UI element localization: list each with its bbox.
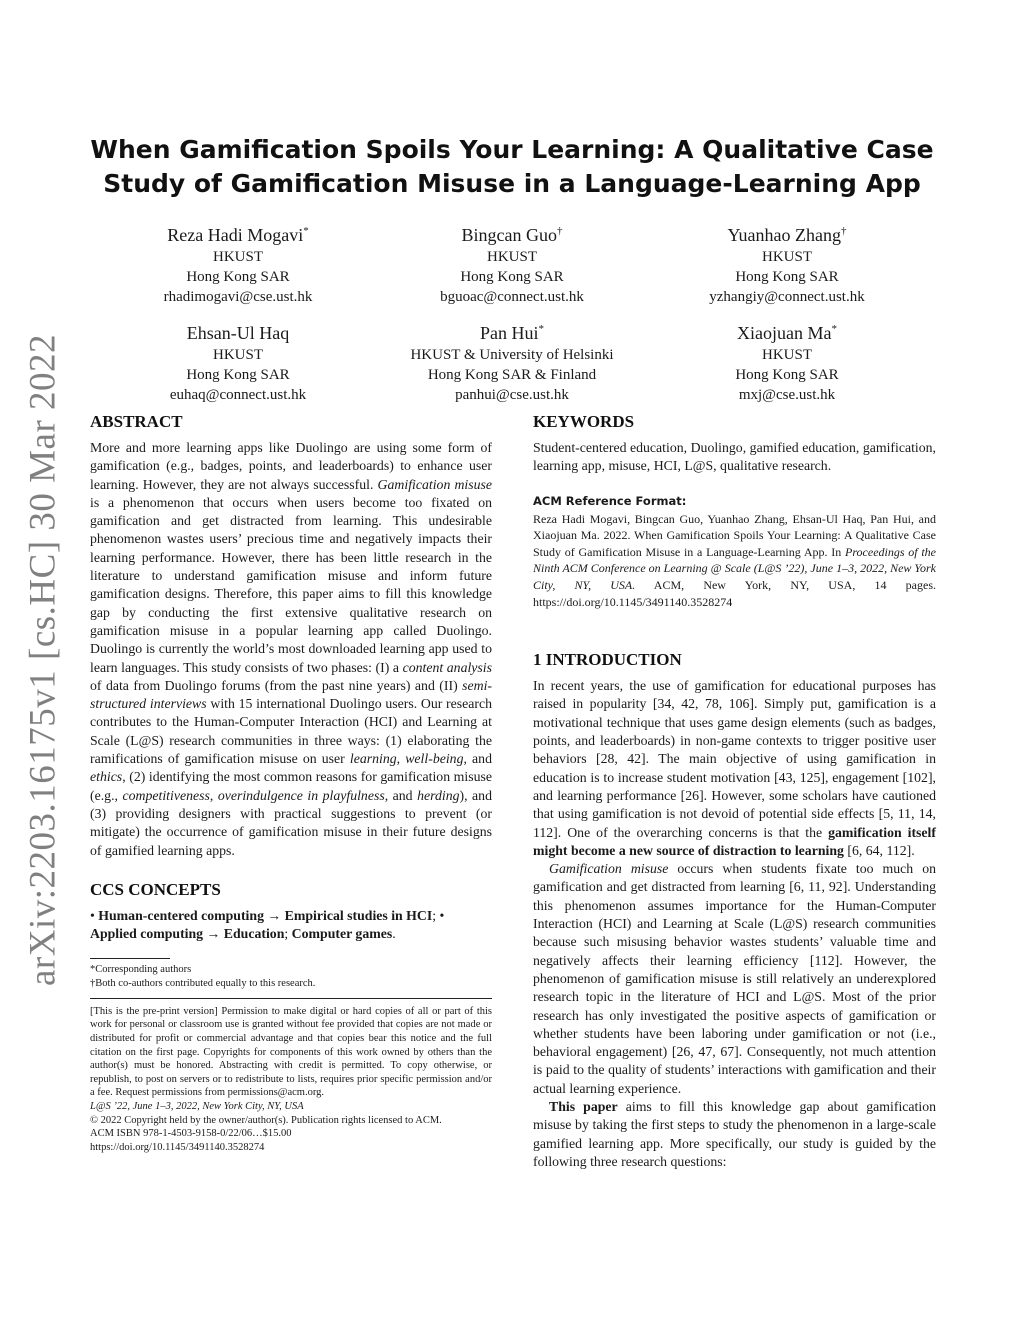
- ccs-separator: ;: [284, 926, 292, 942]
- author-affiliation: HKUST: [761, 347, 812, 363]
- abstract-emphasis: well-being: [405, 751, 464, 767]
- abstract-run: More and more learning apps like Duolingo are using some form of gamification (e.g., badges, points, and leaderboards) to enhance user learning. However, they are not always successful.: [90, 440, 492, 492]
- author-email[interactable]: panhui@cse.ust.hk: [455, 387, 569, 403]
- ccs-separator: ; •: [432, 907, 445, 923]
- footnote-equal-contribution: †Both co-authors contributed equally to this research.: [90, 977, 316, 989]
- abstract-emphasis: ethics: [90, 769, 123, 785]
- copyright-line: © 2022 Copyright held by the owner/author(s). Publication rights licensed to ACM.: [90, 1114, 442, 1126]
- intro-emphasis: Gamification misuse: [549, 861, 669, 877]
- acm-reference-heading: ACM Reference Format:: [533, 493, 687, 508]
- abstract-run: , and: [384, 787, 418, 803]
- permission-notice: [This is the pre-print version] Permission to make digital or hard copies of all or part of this work for personal or classroom use is granted without fee provided that copies are not made or distributed for profit or commercial advantage and that copies bear this notice and the full citation on the first page. Copyrights for components of this work owned by others than the author(s) must be honored. Abstracting with credit is permitted. To copy otherwise, or republish, to post on servers or to redistribute to lists, requires prior specific permission and/or a fee. Request permissions from permissions@acm.org.: [90, 1005, 492, 1099]
- abstract-emphasis: learning: [349, 751, 397, 767]
- author-name: Ehsan-Ul Haq: [186, 323, 290, 343]
- intro-run: aims to fill this knowledge gap about gamification misuse by taking the first steps to study the phenomenon in a large-scale gamified learning app. More specifically, our study is guided by the following three research questions:: [533, 1098, 936, 1169]
- author-affiliation: HKUST: [486, 249, 537, 265]
- ccs-heading: CCS CONCEPTS: [90, 879, 221, 899]
- author-email[interactable]: rhadimogavi@cse.ust.hk: [163, 289, 313, 305]
- author-affiliation: HKUST & University of Helsinki: [410, 347, 614, 363]
- author-block: [382, 219, 642, 307]
- abstract-run: of data from Duolingo forums (from the past nine years) and (II): [90, 677, 463, 693]
- ccs-term: Applied computing: [90, 926, 204, 942]
- intro-run: occurs when students fixate too much on gamification and get distracted from learning [6, 11, 92]. Understanding this phenomenon assumes importance for the Human-Computer Interaction (HCI) and Learning at Scale (L@S) research communities because such misusing behavior wastes students’ valuable time and negatively affects their learning efficiency [112]. However, the phenomenon of gamification misuse is still relatively an underexplored research topic in the literature of HCI and L@S. Most of the prior research has only investigated the positive aspects of gamification or whether students have been laboring under gamification or not (i.e., behavioral engagement) [26, 47, 67]. Consequently, not much attention is paid to the quality of students’ interactions with gamification and their actual learning experience.: [533, 861, 936, 1096]
- author-location: Hong Kong SAR: [735, 269, 839, 285]
- author-name: Reza Hadi Mogavi: [167, 225, 304, 245]
- author-block: [657, 219, 917, 307]
- intro-bold: gamification itself might become a new source of distraction to learning: [533, 824, 936, 858]
- author-mark: *: [303, 225, 309, 237]
- author-location: Hong Kong SAR: [186, 269, 290, 285]
- abstract-heading: ABSTRACT: [90, 412, 183, 431]
- keywords-text: Student-centered education, Duolingo, gamified education, gamification, learning app, misuse, HCI, L@S, qualitative research.: [533, 440, 936, 474]
- author-location: Hong Kong SAR & Finland: [427, 367, 597, 383]
- acm-reference-text: [533, 511, 936, 611]
- author-email[interactable]: mxj@cse.ust.hk: [738, 387, 836, 403]
- ccs-end: .: [392, 926, 396, 942]
- ccs-arrow: →: [203, 926, 224, 942]
- author-block: [657, 317, 917, 405]
- author-email[interactable]: euhaq@connect.ust.hk: [169, 387, 307, 403]
- permission-rule: [90, 998, 492, 999]
- footnote-corresponding: *Corresponding authors: [90, 963, 192, 975]
- abstract-run: ), and (3) providing designers with practical suggestions to prevent (or mitigate) the occurrence of gamification misuse in their future designs of gamified learning apps.: [90, 787, 492, 858]
- right-column: [533, 412, 936, 1171]
- abstract-run: , and: [463, 751, 492, 767]
- intro-paragraph-3: [533, 1098, 936, 1171]
- abstract-emphasis: Gamification misuse: [377, 476, 493, 492]
- author-name: Xiaojuan Ma: [737, 323, 832, 343]
- intro-run: [6, 64, 112].: [843, 842, 915, 858]
- arxiv-stamp: [8, 333, 78, 987]
- author-email[interactable]: bguoac@connect.ust.hk: [440, 289, 584, 305]
- intro-paragraph-2: [533, 860, 936, 1098]
- author-location: Hong Kong SAR: [460, 269, 564, 285]
- ccs-term: Empirical studies in HCI: [284, 907, 433, 923]
- abstract-run: with 15 international Duolingo users. Our research contributes to the Human-Computer Interaction (HCI) and Learning at Scale (L@S) research communities in three ways: (1) elaborating the ramifications of gamification misuse on user: [90, 696, 493, 767]
- abstract-text: [90, 439, 492, 860]
- ccs-term: Human-centered computing: [98, 907, 264, 923]
- paper-title: When Gamification Spoils Your Learning: A Qualitative Case Study of Gamification Misuse in a Language-Learning App: [90, 135, 934, 198]
- author-affiliation: HKUST: [212, 249, 263, 265]
- doi-link[interactable]: https://doi.org/10.1145/3491140.3528274: [90, 1141, 265, 1153]
- abstract-run: ,: [209, 787, 218, 803]
- keywords-heading: KEYWORDS: [533, 412, 635, 431]
- introduction-heading: 1 INTRODUCTION: [533, 650, 682, 670]
- author-affiliation: HKUST: [761, 249, 812, 265]
- abstract-emphasis: content analysis: [402, 659, 492, 675]
- abstract-run: is a phenomenon that occurs when users become too fixated on gamification and get distracted from learning. This undesirable phenomenon wastes users’ precious time and negatively impacts their learning performance. However, there has been little research in the literature to understand gamification misuse and inform future gamification designs. Therefore, this paper aims to fill this knowledge gap by conducting the first extensive qualitative research on gamification misuse in a popular learning app called Duolingo. Duolingo is currently the world’s most downloaded learning app used to learn languages. This study consists of two phases: (I) a: [90, 494, 492, 675]
- left-column: [90, 412, 492, 1154]
- author-location: Hong Kong SAR: [186, 367, 290, 383]
- intro-paragraph-1: [533, 677, 936, 860]
- author-mark: *: [538, 323, 544, 335]
- author-name: Pan Hui: [480, 323, 539, 343]
- ccs-bullet: •: [90, 907, 99, 923]
- author-mark: †: [840, 225, 847, 237]
- author-block: [108, 219, 368, 307]
- author-name: Bingcan Guo: [461, 225, 557, 245]
- ccs-concepts: [90, 907, 492, 944]
- abstract-run: , (2) identifying the most common reasons for gamification misuse (e.g.,: [90, 769, 492, 803]
- author-block: [108, 317, 368, 405]
- abstract-emphasis: competitiveness: [122, 787, 210, 803]
- acm-reference-run: Reza Hadi Mogavi, Bingcan Guo, Yuanhao Zhang, Ehsan-Ul Haq, Pan Hui, and Xiaojuan Ma. 2022. When Gamification Spoils Your Learning: A Qualitative Case Study of Gamification Misuse in a Language-Learning App. In: [533, 511, 936, 559]
- intro-bold: This paper: [549, 1098, 618, 1114]
- ccs-arrow: →: [263, 907, 285, 923]
- ccs-term: Education: [223, 926, 285, 942]
- author-block: [382, 317, 642, 405]
- abstract-emphasis: herding: [417, 787, 460, 803]
- ccs-term: Computer games: [291, 926, 393, 942]
- arxiv-stamp-text: arXiv:2203.16175v1 [cs.HC] 30 Mar 2022: [22, 333, 64, 987]
- author-email[interactable]: yzhangiy@connect.ust.hk: [709, 289, 865, 305]
- abstract-run: ,: [396, 751, 406, 767]
- acm-reference-proceedings: Proceedings of the Ninth ACM Conference on Learning @ Scale (L@S ’22), June 1–3, 2022, New York City, NY, USA.: [533, 544, 937, 592]
- intro-run: In recent years, the use of gamification for educational purposes has raised in popularity [34, 42, 78, 106]. Simply put, gamification is a motivational technique that uses game design elements (such as badges, points, and leaderboards) in non-game contexts to trigger positive user behaviors [28, 42]. The main objective of using gamification in education is to increase student motivation [43, 125], engagement [102], and learning performance [26]. However, some scholars have cautioned that using gamification is not devoid of potential side effects [5, 11, 14, 112]. One of the overarching concerns is that the: [533, 678, 936, 840]
- author-name: Yuanhao Zhang: [727, 225, 841, 245]
- author-mark: †: [556, 225, 563, 237]
- footnote-rule: [90, 958, 170, 959]
- venue-line: L@S ’22, June 1–3, 2022, New York City, NY, USA: [90, 1100, 304, 1112]
- author-mark: *: [831, 323, 837, 335]
- acm-reference-run: ACM, New York, NY, USA, 14 pages. https://doi.org/10.1145/3491140.3528274: [533, 577, 936, 609]
- abstract-emphasis: semi-structured interviews: [90, 677, 492, 712]
- author-location: Hong Kong SAR: [735, 367, 839, 383]
- abstract-emphasis: overindulgence in playfulness: [217, 787, 385, 803]
- author-affiliation: HKUST: [212, 347, 263, 363]
- isbn-line: ACM ISBN 978-1-4503-9158-0/22/06…$15.00: [90, 1128, 292, 1140]
